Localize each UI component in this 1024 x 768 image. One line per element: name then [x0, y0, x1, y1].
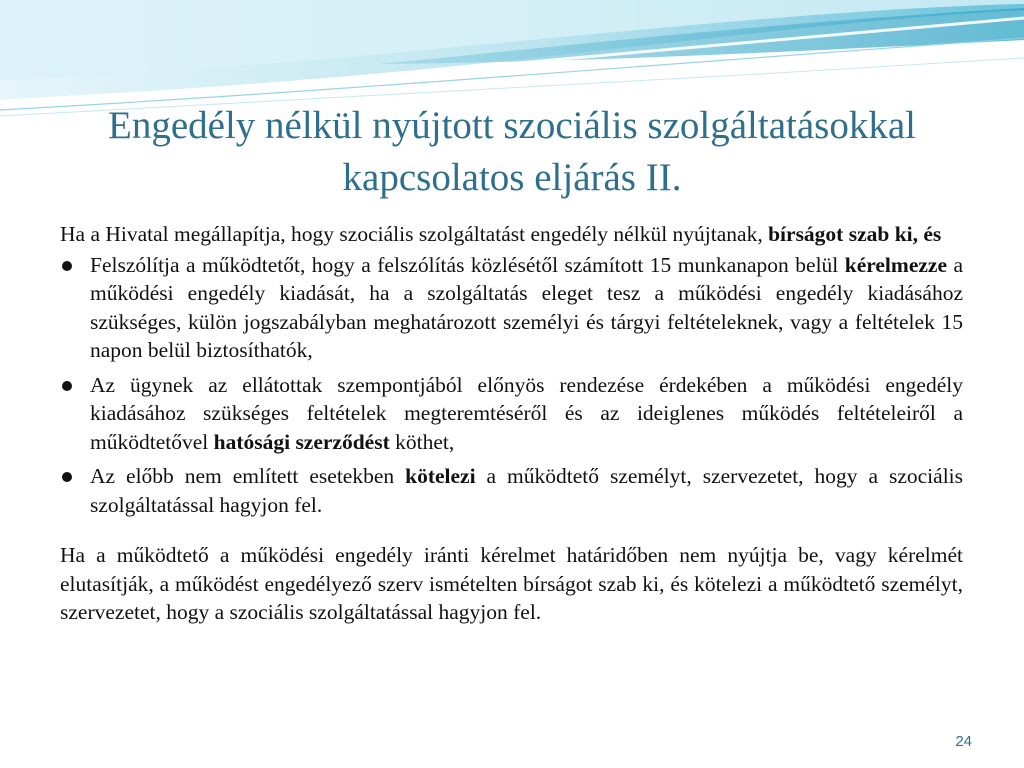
bullet-list [60, 251, 963, 520]
bullet-item-2 [60, 371, 963, 457]
bullet-item-3 [60, 462, 963, 519]
bullet-text-bold: kötelezi [405, 464, 476, 488]
bullet-text-before: Az előbb nem említett esetekben [90, 464, 395, 488]
outro-paragraph: Ha a működtető a működési engedély iránti kérelmet határidőben nem nyújtja be, vagy kérelmét elutasítják, a működést engedélyező szerv ismételten bírságot szab ki, és kötelezi a működtető személyt, szervezetet, hogy a szociális szolgáltatással hagyjon fel. [60, 543, 963, 624]
bullet-text-after: a működési engedély kiadását, ha a szolgáltatás eleget tesz a működési engedély kiadásához szükséges, külön jogszabályban meghatározott személyi és tárgyi feltételeknek, vagy a feltételek 15 napon belül biztosíthatók, [90, 252, 964, 362]
bullet-text-after: köthet, [395, 429, 455, 454]
intro-paragraph [60, 220, 963, 249]
slide-body [60, 220, 963, 627]
bullet-item-1 [60, 251, 963, 365]
bullet-text-before: Felszólítja a működtetőt, hogy a felszólítás közlésétől számított 15 munkanapon belül [90, 252, 839, 277]
slide-title [40, 100, 984, 204]
slide-title-line2: kapcsolatos eljárás II. [342, 156, 682, 199]
intro-bold: bírságot szab ki, és [768, 222, 942, 246]
slide-title-line1: Engedély nélkül nyújtott szociális szolgáltatásokkal [108, 104, 916, 147]
bullet-text-before: Az ügynek az ellátottak szempontjából előnyös rendezése érdekében a működési engedély kiadásához szükséges feltételek megteremtéséről és az ideiglenes működés feltételeiről a működtetővel [90, 372, 963, 454]
intro-text: Ha a Hivatal megállapítja, hogy szociális szolgáltatást engedély nélkül nyújtanak, [60, 222, 763, 246]
bullet-dot-icon [62, 472, 72, 482]
bullet-text-bold: kérelmezze [844, 252, 947, 277]
bullet-dot-icon [62, 261, 72, 271]
bullet-text-after: a működtető személyt, szervezetet, hogy a szociális szolgáltatással hagyjon fel. [90, 464, 964, 517]
page-number: 24 [955, 733, 972, 750]
bullet-text-bold: hatósági szerződést [213, 429, 390, 454]
bullet-dot-icon [62, 381, 72, 391]
